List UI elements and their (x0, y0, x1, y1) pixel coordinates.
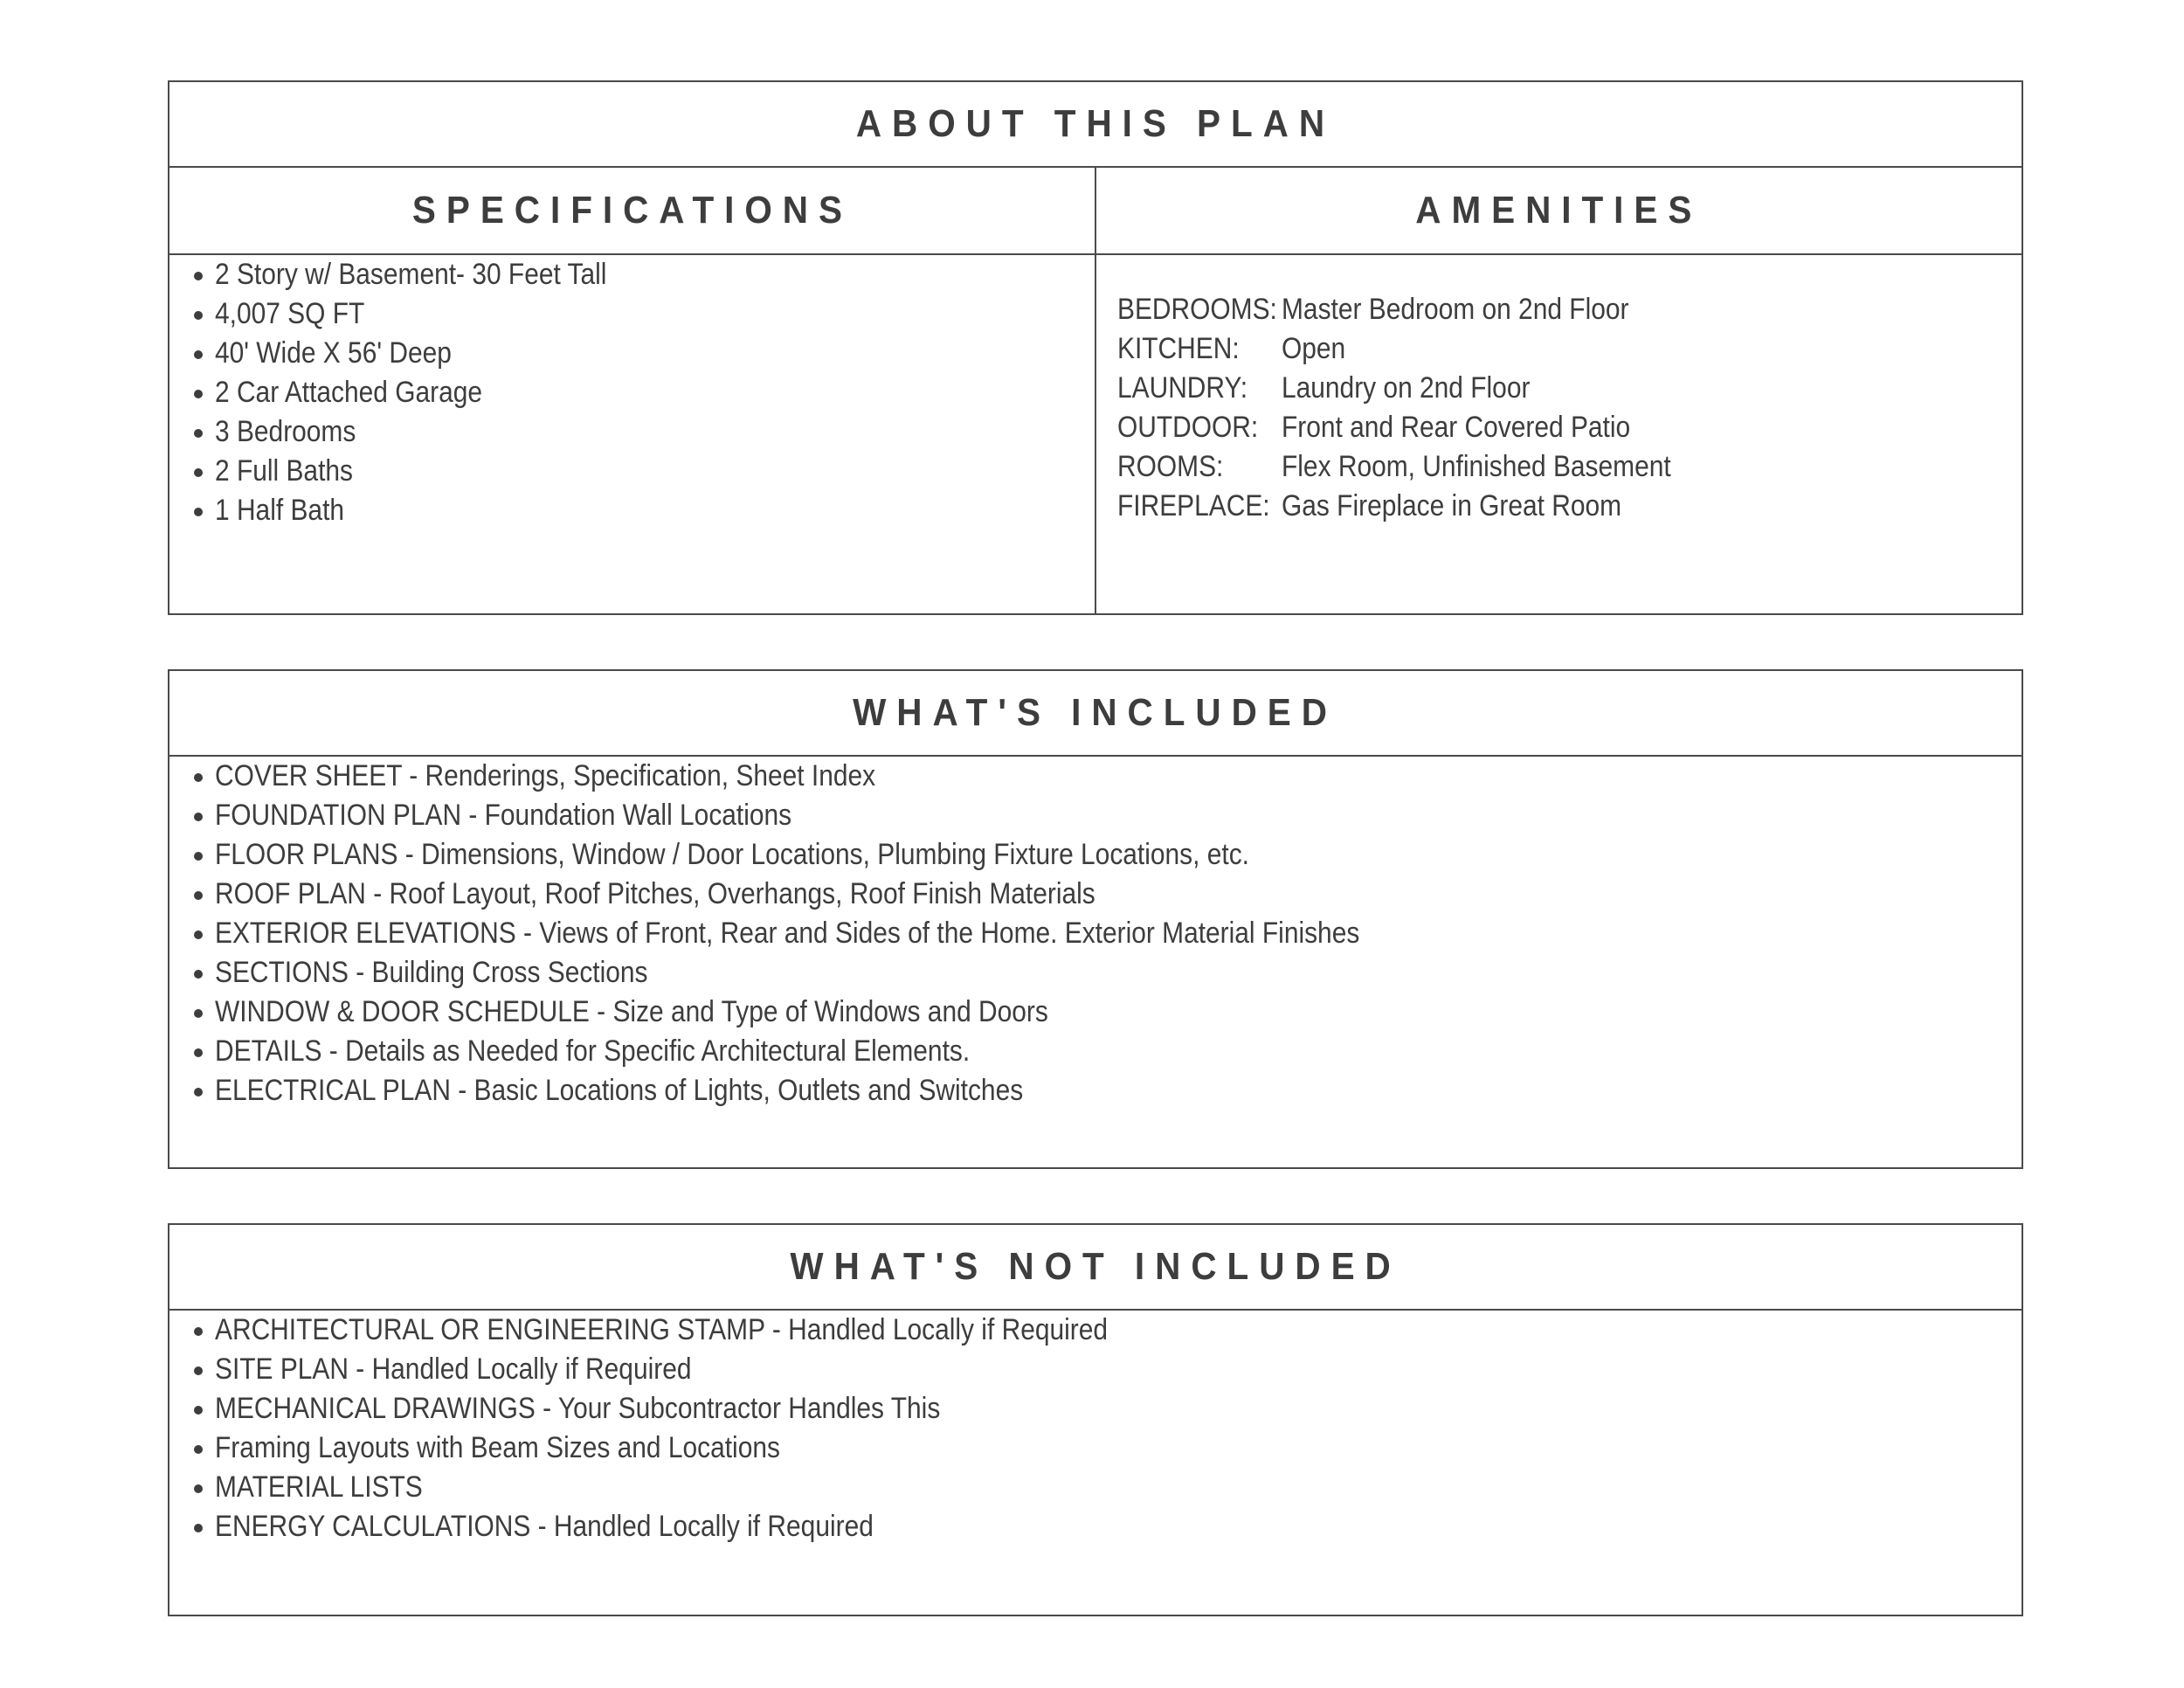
spec-item: 3 Bedrooms (169, 412, 1095, 452)
amenity-value: Open (1282, 332, 1346, 365)
spec-item: 4,007 SQ FT (169, 294, 1095, 334)
not-included-item: MATERIAL LISTS (169, 1468, 2022, 1507)
amenity-row (1117, 369, 2022, 408)
amenities-title: AMENITIES (1415, 189, 1703, 232)
amenity-row (1117, 487, 2022, 526)
amenity-row (1117, 329, 2022, 369)
about-this-plan-section (168, 80, 2023, 615)
whats-not-included-section (168, 1223, 2023, 1616)
included-item: EXTERIOR ELEVATIONS - Views of Front, Rear and Sides of the Home. Exterior Material Finishes (169, 914, 2022, 953)
not-included-title: WHAT'S NOT INCLUDED (790, 1245, 1401, 1288)
amenity-key: OUTDOOR: (1117, 411, 1259, 444)
about-body (169, 255, 2022, 613)
about-title: ABOUT THIS PLAN (855, 102, 1336, 145)
amenity-row (1117, 447, 2022, 487)
spec-item: 2 Car Attached Garage (169, 373, 1095, 412)
about-column-headers (169, 168, 2022, 255)
included-item: WINDOW & DOOR SCHEDULE - Size and Type of Windows and Doors (169, 993, 2022, 1032)
amenity-key: ROOMS: (1117, 450, 1224, 483)
amenity-value: Gas Fireplace in Great Room (1282, 489, 1622, 522)
amenities-header (1096, 168, 2022, 253)
not-included-list (169, 1311, 2022, 1546)
included-item: FOUNDATION PLAN - Foundation Wall Locations (169, 796, 2022, 835)
amenities-table (1096, 255, 2022, 526)
specifications-header (169, 168, 1096, 253)
amenity-row (1117, 290, 2022, 329)
spec-item: 2 Story w/ Basement- 30 Feet Tall (169, 255, 1095, 294)
included-item: COVER SHEET - Renderings, Specification, Sheet Index (169, 757, 2022, 796)
included-item: FLOOR PLANS - Dimensions, Window / Door Locations, Plumbing Fixture Locations, etc. (169, 835, 2022, 875)
included-item: ELECTRICAL PLAN - Basic Locations of Lights, Outlets and Switches (169, 1071, 2022, 1110)
specifications-list (169, 255, 1095, 530)
specifications-title: SPECIFICATIONS (411, 189, 853, 232)
amenity-value: Master Bedroom on 2nd Floor (1282, 293, 1629, 326)
specifications-panel (169, 255, 1096, 613)
amenity-key: BEDROOMS: (1117, 293, 1277, 326)
spec-item: 40' Wide X 56' Deep (169, 334, 1095, 373)
whats-included-section (168, 669, 2023, 1169)
included-header (169, 671, 2022, 757)
amenity-value: Laundry on 2nd Floor (1282, 371, 1531, 405)
amenity-key: FIREPLACE: (1117, 489, 1270, 522)
included-item: ROOF PLAN - Roof Layout, Roof Pitches, Overhangs, Roof Finish Materials (169, 875, 2022, 914)
amenity-key: KITCHEN: (1117, 332, 1240, 365)
amenities-panel (1096, 255, 2022, 613)
amenity-row (1117, 408, 2022, 447)
included-item: DETAILS - Details as Needed for Specific Architectural Elements. (169, 1032, 2022, 1071)
not-included-item: MECHANICAL DRAWINGS - Your Subcontractor Handles This (169, 1389, 2022, 1429)
spec-item: 1 Half Bath (169, 491, 1095, 530)
not-included-item: Framing Layouts with Beam Sizes and Locations (169, 1429, 2022, 1468)
amenity-key: LAUNDRY: (1117, 371, 1248, 405)
not-included-item: ENERGY CALCULATIONS - Handled Locally if Required (169, 1507, 2022, 1546)
included-list (169, 757, 2022, 1110)
not-included-item: ARCHITECTURAL OR ENGINEERING STAMP - Handled Locally if Required (169, 1311, 2022, 1350)
included-item: SECTIONS - Building Cross Sections (169, 953, 2022, 993)
spec-item: 2 Full Baths (169, 452, 1095, 491)
included-title: WHAT'S INCLUDED (853, 691, 1338, 734)
amenity-value: Front and Rear Covered Patio (1282, 411, 1631, 444)
amenity-value: Flex Room, Unfinished Basement (1282, 450, 1671, 483)
about-header (169, 82, 2022, 168)
not-included-header (169, 1225, 2022, 1311)
not-included-item: SITE PLAN - Handled Locally if Required (169, 1350, 2022, 1389)
